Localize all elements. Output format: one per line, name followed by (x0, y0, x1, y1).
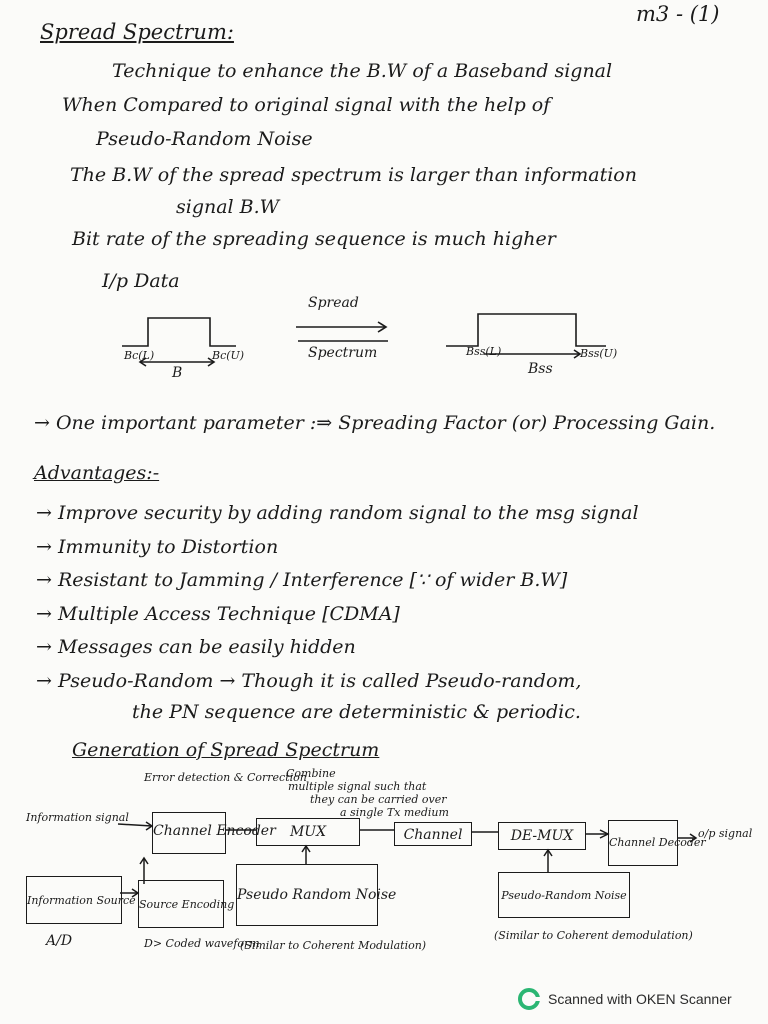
page-title: Spread Spectrum: (40, 20, 234, 44)
advantage-item: → Multiple Access Technique [CDMA] (36, 603, 400, 625)
channel-label: Channel (403, 827, 463, 843)
scanner-label: Scanned with OKEN Scanner (548, 991, 732, 1007)
input-data-label: I/p Data (102, 270, 180, 292)
information-signal-label: Information signal (26, 811, 129, 824)
channel-decoder-label: Channel Decoder (609, 836, 706, 849)
narrow-band-width-label: B (172, 365, 183, 381)
combine-note-line: a single Tx medium (340, 806, 449, 819)
advantage-item: → Improve security by adding random signal to the msg signal (36, 502, 639, 524)
advantage-item: → Pseudo-Random → Though it is called Pseudo-random, (36, 670, 582, 692)
channel-encoder-label: Channel Encoder (153, 823, 276, 839)
demux-block (498, 822, 586, 850)
channel-decoder-block (608, 820, 706, 866)
narrow-band-upper-edge: Bc(U) (212, 349, 245, 362)
narrow-band-lower-edge: Bc(L) (124, 349, 155, 362)
mux-block (256, 818, 360, 846)
pn-generator-rx-block (498, 872, 630, 918)
coherent-demodulation-note: (Similar to Coherent demodulation) (494, 929, 693, 942)
channel-block (394, 822, 472, 846)
intro-line-3: Pseudo-Random Noise (96, 128, 313, 150)
advantages-heading: Advantages:- (34, 462, 160, 484)
spread-label: Spread (308, 295, 359, 311)
information-source-label: Information Source (27, 894, 136, 907)
ad-converter-label: A/D (46, 933, 73, 949)
intro-line-2: When Compared to original signal with the help of (62, 94, 551, 116)
advantage-item: → Messages can be easily hidden (36, 636, 356, 658)
advantage-item: → Resistant to Jamming / Interference [∵ of wider B.W] (36, 569, 568, 591)
source-encoding-block (138, 880, 235, 928)
mux-label: MUX (289, 824, 327, 840)
advantage-item: → Immunity to Distortion (36, 536, 279, 558)
coded-waveform-note: D> Coded waveform (144, 937, 260, 950)
output-signal-label: o/p signal (698, 827, 753, 840)
combine-note-line: Combine (286, 767, 336, 780)
advantage-continuation: the PN sequence are deterministic & periodic. (132, 701, 581, 723)
pn-generator-tx-label: Pseudo Random Noise (237, 887, 397, 903)
pn-generator-rx-label: Pseudo-Random Noise (501, 889, 627, 902)
processing-gain-line: → One important parameter :⇒ Spreading Factor (or) Processing Gain. (34, 412, 716, 434)
demux-label: DE-MUX (510, 828, 574, 844)
combine-note-line: they can be carried over (310, 793, 447, 806)
intro-line-1: Technique to enhance the B.W of a Baseband signal (112, 60, 613, 82)
generation-heading: Generation of Spread Spectrum (72, 739, 380, 761)
page-reference: m3 - (1) (636, 2, 720, 26)
error-correction-note: Error detection & Correction (144, 771, 307, 784)
pn-generator-tx-block (236, 864, 397, 926)
intro-line-4: The B.W of the spread spectrum is larger than information (70, 164, 637, 186)
information-source-block (26, 876, 136, 924)
intro-line-5: signal B.W (176, 196, 280, 218)
spectrum-label: Spectrum (308, 345, 378, 361)
intro-line-6: Bit rate of the spreading sequence is much higher (72, 228, 556, 250)
combine-note-line: multiple signal such that (288, 780, 427, 793)
wide-band-lower-edge: Bss(L) (466, 345, 502, 358)
source-encoding-label: Source Encoding (139, 898, 235, 911)
wide-band-upper-edge: Bss(U) (580, 347, 618, 360)
oken-scanner-logo-icon (518, 988, 540, 1010)
channel-encoder-block (152, 812, 276, 854)
coherent-modulation-note: (Similar to Coherent Modulation) (240, 939, 427, 952)
wide-band-width-label: Bss (528, 361, 553, 377)
